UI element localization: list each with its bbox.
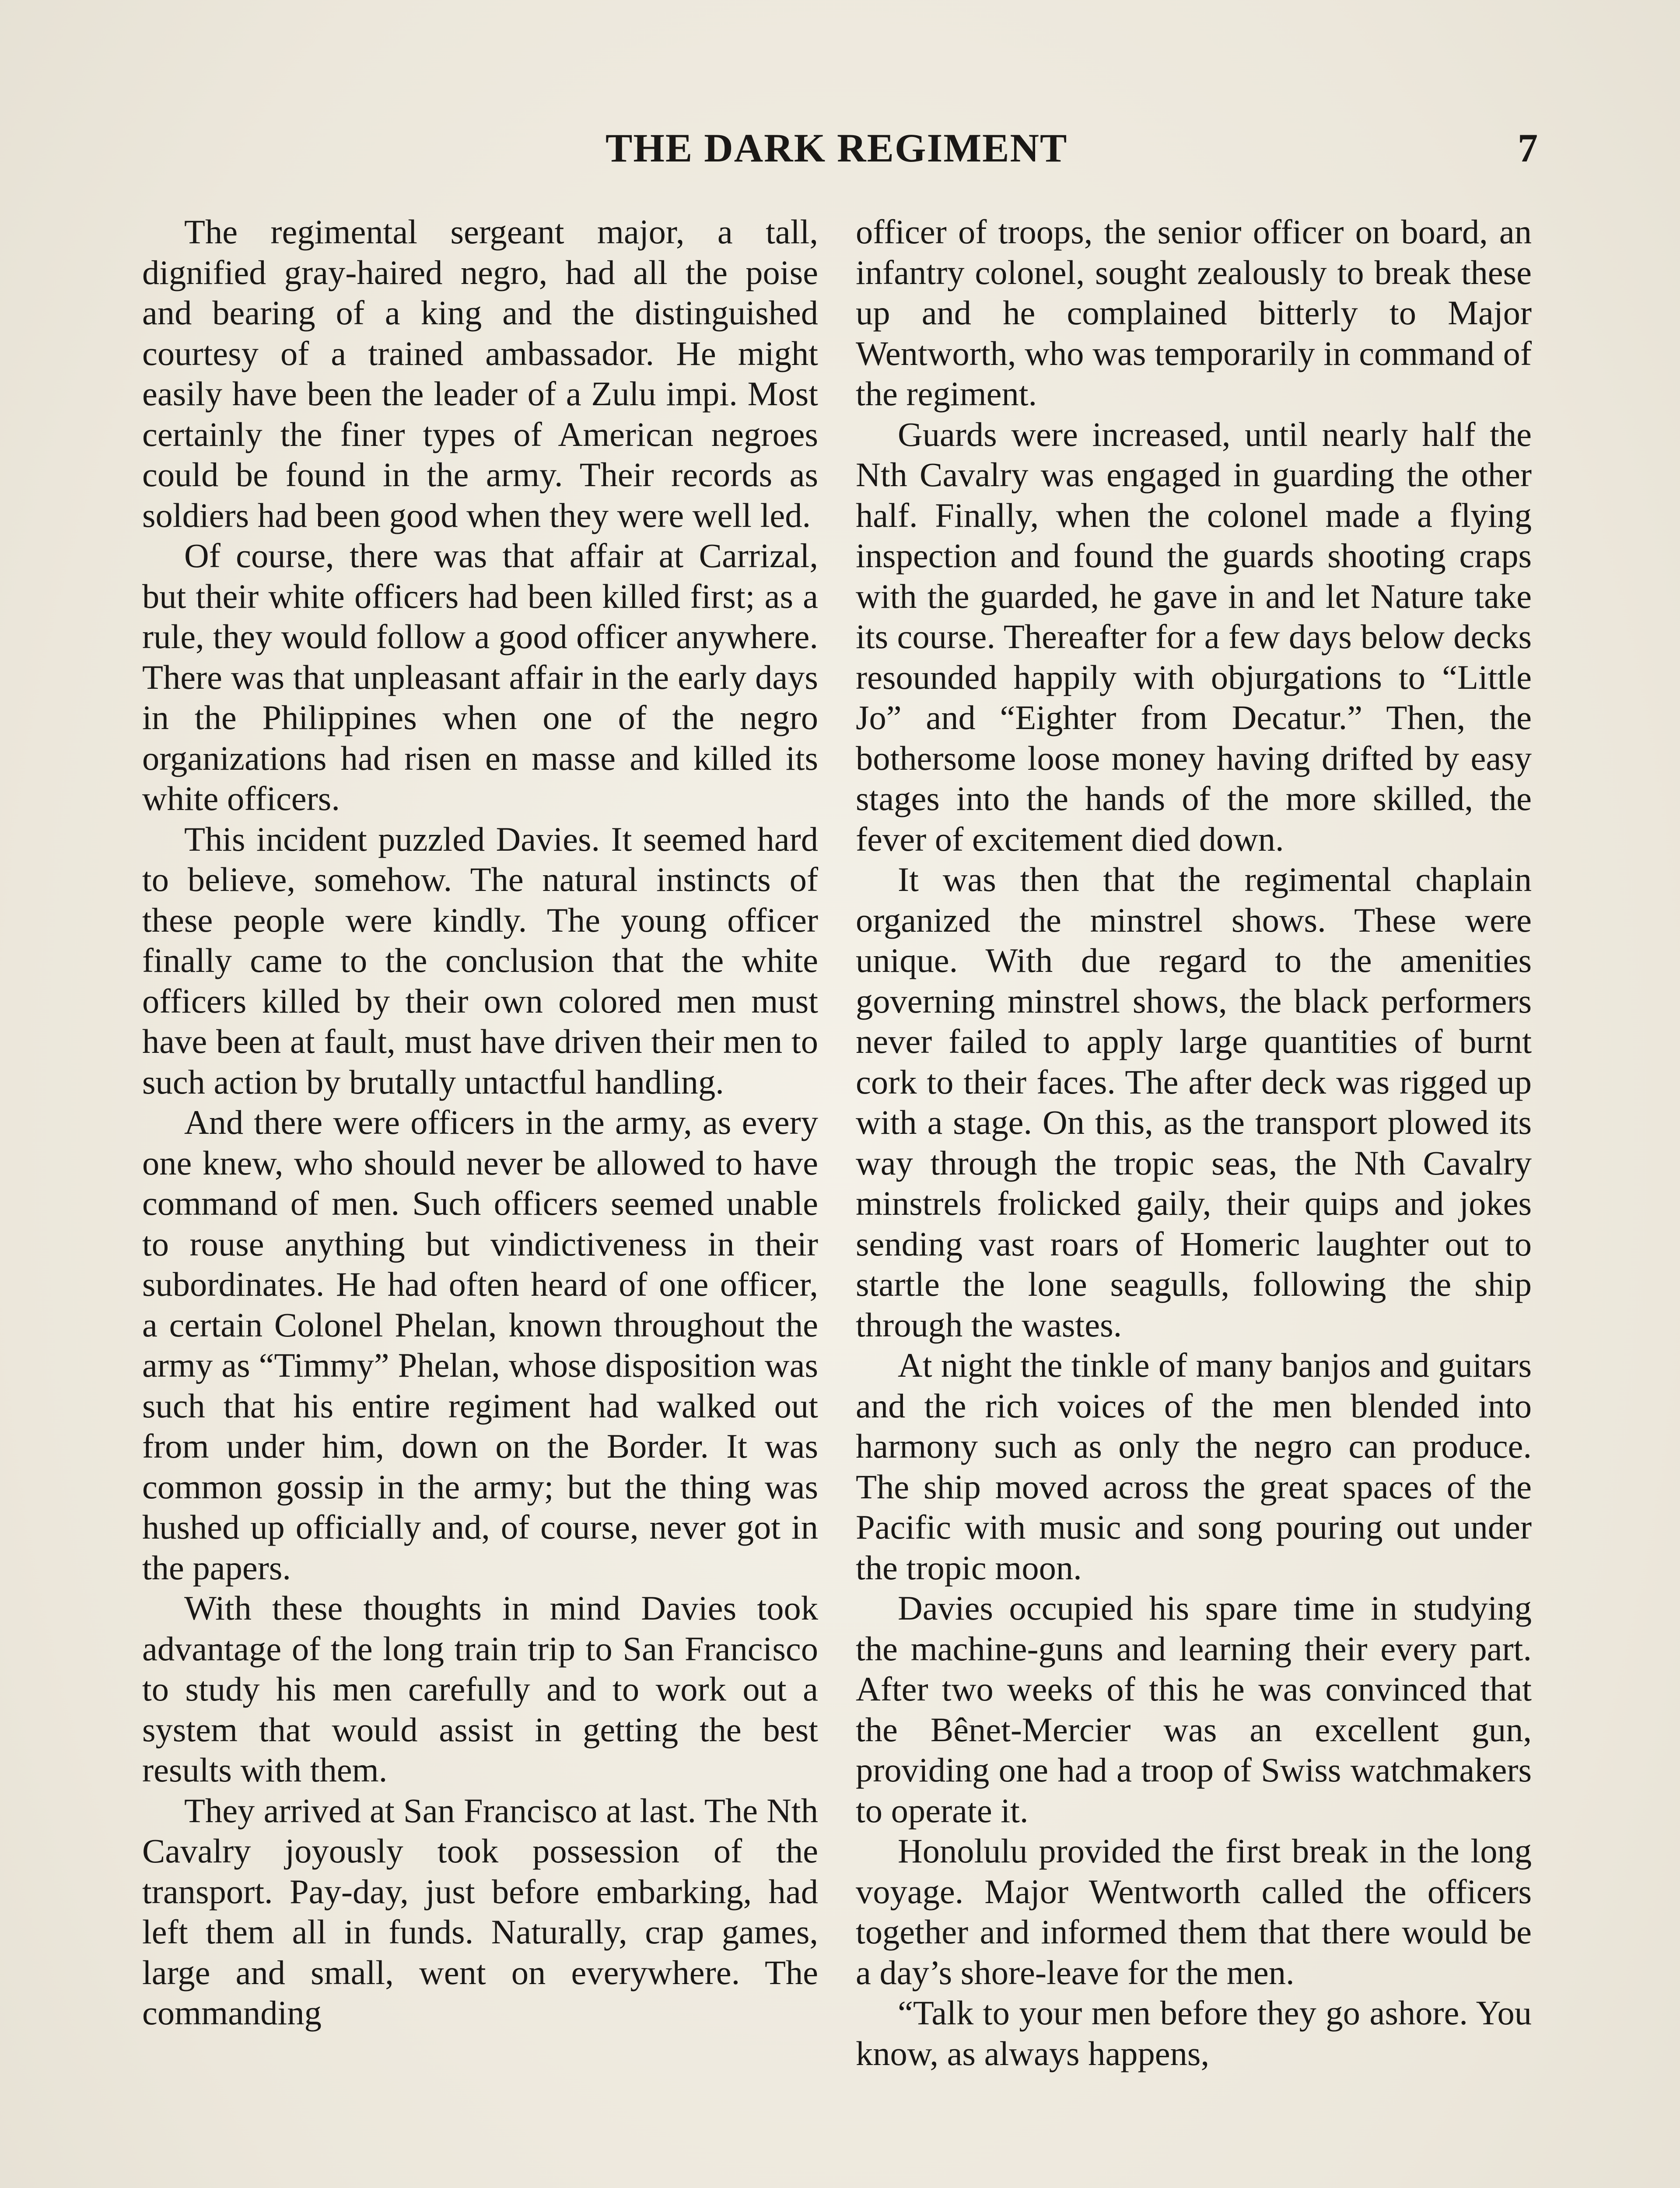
paragraph: With these thoughts in mind Davies took advantage of the long train trip to San Francisco to study his men carefully and to work out a system that would assist in getting the best results with them.: [142, 1589, 818, 1789]
left-column: [142, 212, 818, 2188]
paragraph: At night the tinkle of many banjos and guitars and the rich voices of the men blended into harmony such as only the negro can produce. The ship moved across the great spaces of the Pacific with music and song pouring out under the tropic moon.: [856, 1346, 1532, 1587]
page-number: 7: [1518, 126, 1538, 170]
paragraph: Honolulu provided the first break in the long voyage. Major Wentworth called the officers together and informed them that there would be a day’s shore-leave for the men.: [856, 1832, 1532, 1992]
paragraph: Davies occupied his spare time in studying the machine-guns and learning their every part. After two weeks of this he was convinced that the Bênet-Mercier was an excellent gun, providing one had a troop of Swiss watchmakers to operate it.: [856, 1589, 1532, 1830]
paragraph: officer of troops, the senior officer on board, an infantry colonel, sought zealously to break these up and he complained bitterly to Major Wentworth, who was temporarily in command of the regiment.: [856, 213, 1532, 413]
paragraph: Guards were increased, until nearly half the Nth Cavalry was engaged in guarding the other half. Finally, when the colonel made a flying inspection and found the guards shooting craps with the guarded, he gave in and let Nature take its course. Thereafter for a few days below decks resounded happily with objurgations to “Little Jo” and “Eighter from Decatur.” Then, the bothersome loose money having drifted by easy stages into the hands of the more skilled, the fever of excitement died down.: [856, 415, 1532, 858]
paragraph: And there were officers in the army, as every one knew, who should never be allowed to have command of men. Such officers seemed unable to rouse anything but vindictiveness in their subordinates. He had often heard of one officer, a certain Colonel Phelan, known throughout the army as “Timmy” Phelan, whose disposition was such that his entire regiment had walked out from under him, down on the Border. It was common gossip in the army; but the thing was hushed up officially and, of course, never got in the papers.: [142, 1103, 818, 1587]
right-column: [856, 212, 1532, 2188]
paragraph: “Talk to your men before they go ashore. You know, as always happens,: [856, 1994, 1532, 2072]
paragraph: This incident puzzled Davies. It seemed hard to believe, somehow. The natural instincts of these people were kindly. The young officer finally came to the conclusion that the white officers killed by their own colored men must have been at fault, must have driven their men to such action by brutally untactful handling.: [142, 820, 818, 1101]
running-title: THE DARK REGIMENT: [606, 126, 1068, 170]
paragraph: Of course, there was that affair at Carrizal, but their white officers had been killed first; as a rule, they would follow a good officer anywhere. There was that unpleasant affair in the early days in the Philippines when one of the negro organizations had risen en masse and killed its white officers.: [142, 536, 818, 817]
paragraph: The regimental sergeant major, a tall, dignified gray-haired negro, had all the poise and bearing of a king and the distinguished courtesy of a trained ambassador. He might easily have been the leader of a Zulu impi. Most certainly the finer types of American negroes could be found in the army. Their records as soldiers had been good when they were well led.: [142, 213, 818, 534]
text-columns: [142, 212, 1532, 2188]
paragraph: They arrived at San Francisco at last. The Nth Cavalry joyously took possession of the transport. Pay-day, just before embarking, had left them all in funds. Naturally, crap games, large and small, went on everywhere. The commanding: [142, 1791, 818, 2032]
page-header: [0, 125, 1680, 177]
paragraph: It was then that the regimental chaplain organized the minstrel shows. These were unique. With due regard to the amenities governing minstrel shows, the black performers never failed to apply large quantities of burnt cork to their faces. The after deck was rigged up with a stage. On this, as the transport plowed its way through the tropic seas, the Nth Cavalry minstrels frolicked gaily, their quips and jokes sending vast roars of Homeric laughter out to startle the lone seagulls, following the ship through the wastes.: [856, 860, 1532, 1344]
